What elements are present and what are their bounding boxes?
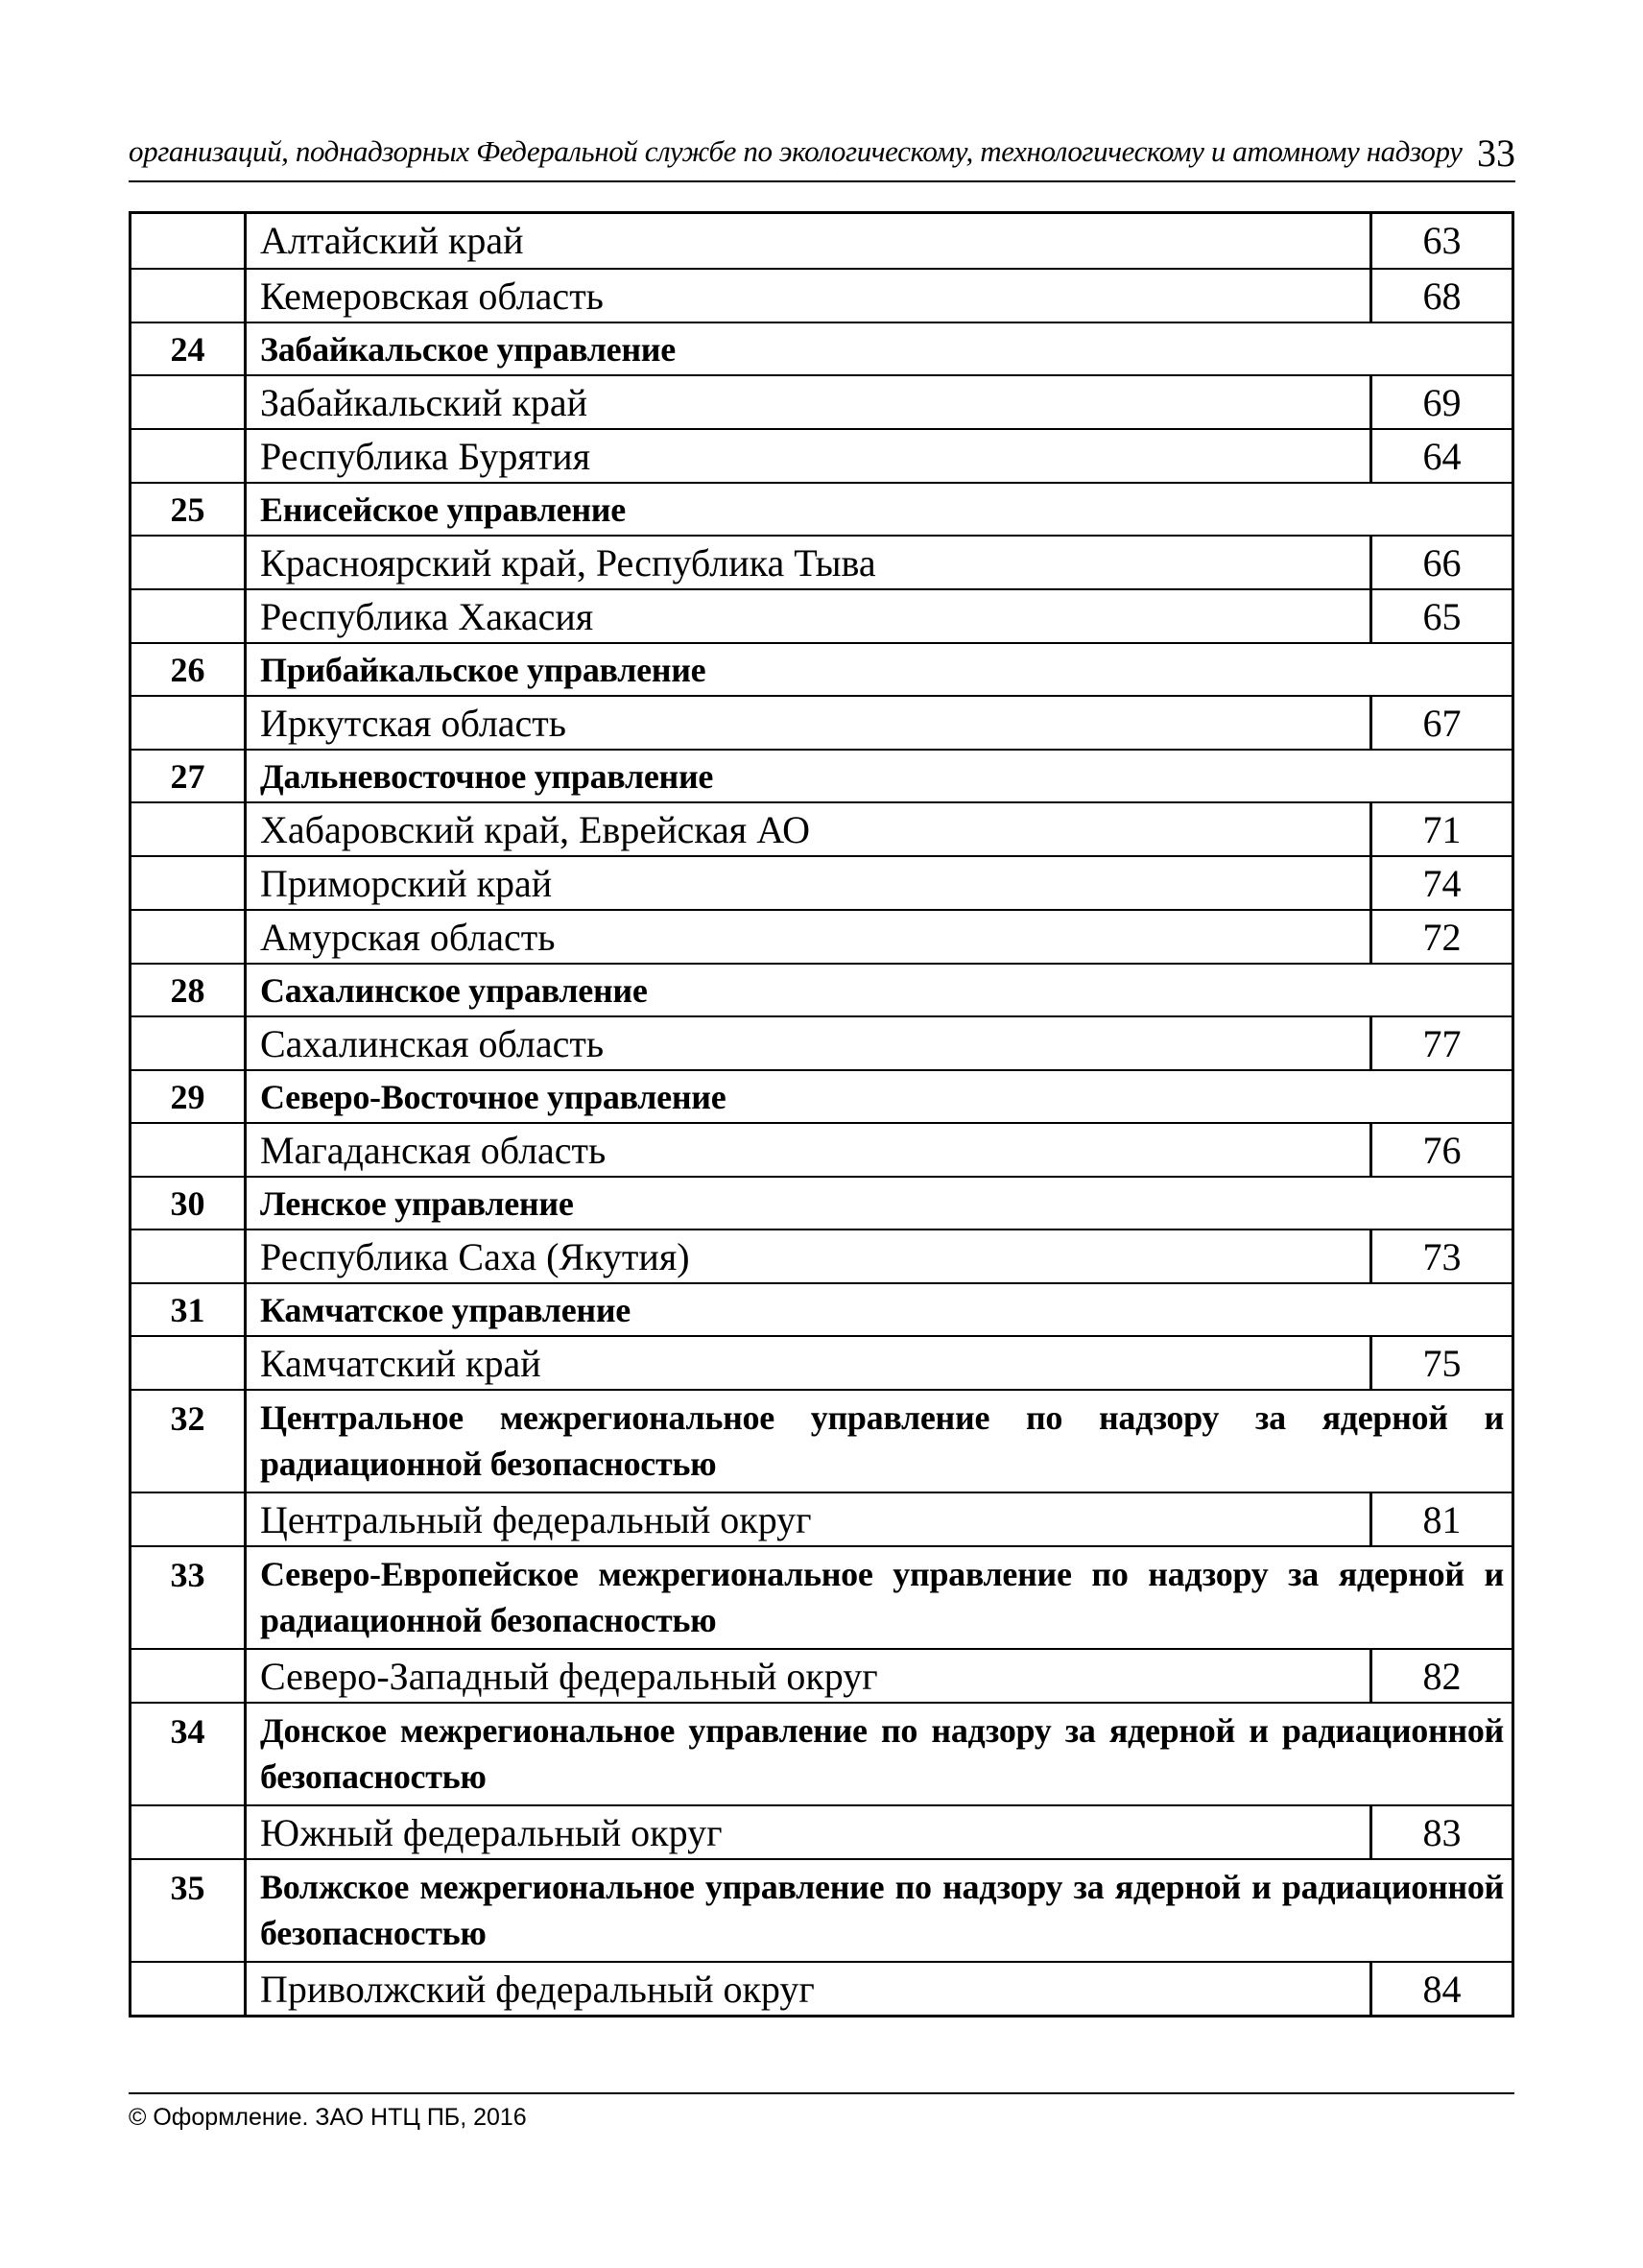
group-row <box>131 1176 1512 1229</box>
group-row <box>131 482 1512 535</box>
region-name: Магаданская область <box>260 1129 607 1172</box>
row-number <box>131 1806 247 1858</box>
directorate-name: Северо-Европейское межрегиональное управление по надзору за ядерной и радиационной безопасностью <box>260 1555 1504 1639</box>
group-row <box>131 1858 1512 1961</box>
table-row <box>131 374 1512 428</box>
region-name: Приволжский федеральный округ <box>260 1968 815 2011</box>
page-number: 33 <box>1477 131 1515 175</box>
directorate-name: Донское межрегиональное управление по надзору за ядерной и радиационной безопасностью <box>260 1711 1504 1796</box>
region-name: Иркутская область <box>260 702 567 745</box>
row-number <box>131 1017 247 1069</box>
group-row <box>131 1702 1512 1804</box>
region-code: 68 <box>1369 270 1512 322</box>
region-code: 81 <box>1369 1493 1512 1545</box>
region-code: 71 <box>1369 803 1512 855</box>
table-row <box>131 1648 1512 1702</box>
region-code: 66 <box>1369 537 1512 588</box>
footer-copyright: © Оформление. ЗАО НТЦ ПБ, 2016 <box>129 2104 527 2131</box>
group-row <box>131 749 1512 801</box>
directorates-table <box>129 211 1514 2017</box>
table-row <box>131 855 1512 909</box>
page-header <box>129 131 1515 182</box>
table-row <box>131 1492 1512 1545</box>
row-number <box>131 590 247 642</box>
group-row <box>131 963 1512 1015</box>
region-code: 72 <box>1369 911 1512 963</box>
region-name: Кемеровская область <box>260 275 604 318</box>
footer-divider <box>129 2092 1514 2094</box>
directorate-name: Енисейское управление <box>260 490 626 529</box>
row-number: 33 <box>131 1547 247 1648</box>
region-code: 63 <box>1369 214 1512 268</box>
row-number <box>131 376 247 428</box>
row-number <box>131 1650 247 1702</box>
row-number <box>131 1230 247 1282</box>
row-number: 28 <box>131 965 247 1015</box>
region-name: Центральный федеральный округ <box>260 1498 812 1541</box>
directorate-name: Сахалинское управление <box>260 971 648 1010</box>
table-row <box>131 535 1512 588</box>
region-name: Алтайский край <box>260 219 524 262</box>
region-name: Республика Саха (Якутия) <box>260 1235 690 1278</box>
directorate-name: Дальневосточное управление <box>260 757 714 796</box>
group-row <box>131 322 1512 374</box>
row-number: 34 <box>131 1704 247 1804</box>
row-number <box>131 1963 247 2015</box>
row-number: 26 <box>131 644 247 695</box>
header-title: организаций, поднадзорных Федеральной службе по экологическому, технологическому и атомному надзору <box>129 134 1463 168</box>
group-row <box>131 1545 1512 1648</box>
table-row <box>131 695 1512 749</box>
table-row <box>131 1804 1512 1858</box>
region-code: 67 <box>1369 697 1512 749</box>
row-number <box>131 270 247 322</box>
row-number <box>131 803 247 855</box>
region-code: 77 <box>1369 1017 1512 1069</box>
group-row <box>131 1069 1512 1122</box>
table-row <box>131 1015 1512 1069</box>
directorate-name: Камчатское управление <box>260 1291 631 1329</box>
table-row <box>131 1229 1512 1282</box>
table-row <box>131 588 1512 642</box>
group-row <box>131 1389 1512 1492</box>
table-row <box>131 801 1512 855</box>
directorate-name: Северо-Восточное управление <box>260 1078 726 1116</box>
region-name: Южный федеральный округ <box>260 1811 723 1854</box>
region-name: Забайкальский край <box>260 381 588 424</box>
table-row <box>131 268 1512 322</box>
region-code: 65 <box>1369 590 1512 642</box>
directorate-name: Забайкальское управление <box>260 330 676 369</box>
directorate-name: Прибайкальское управление <box>260 651 706 689</box>
row-number <box>131 430 247 482</box>
row-number <box>131 1493 247 1545</box>
row-number <box>131 537 247 588</box>
region-code: 74 <box>1369 857 1512 909</box>
row-number <box>131 1124 247 1176</box>
region-code: 84 <box>1369 1963 1512 2015</box>
region-name: Республика Хакасия <box>260 595 594 638</box>
row-number: 25 <box>131 484 247 535</box>
table-row <box>131 1335 1512 1389</box>
region-code: 64 <box>1369 430 1512 482</box>
directorate-name: Волжское межрегиональное управление по надзору за ядерной и радиационной безопасностью <box>260 1868 1504 1952</box>
region-name: Амурская область <box>260 916 556 959</box>
region-code: 69 <box>1369 376 1512 428</box>
region-code: 76 <box>1369 1124 1512 1176</box>
region-code: 83 <box>1369 1806 1512 1858</box>
row-number <box>131 697 247 749</box>
row-number <box>131 911 247 963</box>
row-number: 35 <box>131 1860 247 1961</box>
table-row <box>131 428 1512 482</box>
group-row <box>131 1282 1512 1335</box>
region-name: Республика Бурятия <box>260 435 591 478</box>
region-name: Северо-Западный федеральный округ <box>260 1655 878 1698</box>
row-number: 32 <box>131 1391 247 1492</box>
row-number: 24 <box>131 323 247 374</box>
directorate-name: Ленское управление <box>260 1184 574 1223</box>
region-name: Камчатский край <box>260 1342 541 1385</box>
row-number <box>131 214 247 268</box>
region-name: Красноярский край, Республика Тыва <box>260 541 876 585</box>
region-code: 73 <box>1369 1230 1512 1282</box>
table-row <box>131 1961 1512 2015</box>
table-row <box>131 1122 1512 1176</box>
region-name: Сахалинская область <box>260 1022 605 1065</box>
row-number: 27 <box>131 751 247 801</box>
row-number <box>131 1337 247 1389</box>
table-row <box>131 214 1512 268</box>
row-number: 29 <box>131 1071 247 1122</box>
row-number: 30 <box>131 1178 247 1229</box>
group-row <box>131 642 1512 695</box>
region-name: Хабаровский край, Еврейская АО <box>260 808 810 851</box>
directorate-name: Центральное межрегиональное управление по надзору за ядерной и радиационной безопасностью <box>260 1398 1504 1483</box>
region-code: 82 <box>1369 1650 1512 1702</box>
table-row <box>131 909 1512 963</box>
row-number: 31 <box>131 1284 247 1335</box>
region-code: 75 <box>1369 1337 1512 1389</box>
region-name: Приморский край <box>260 862 553 905</box>
row-number <box>131 857 247 909</box>
